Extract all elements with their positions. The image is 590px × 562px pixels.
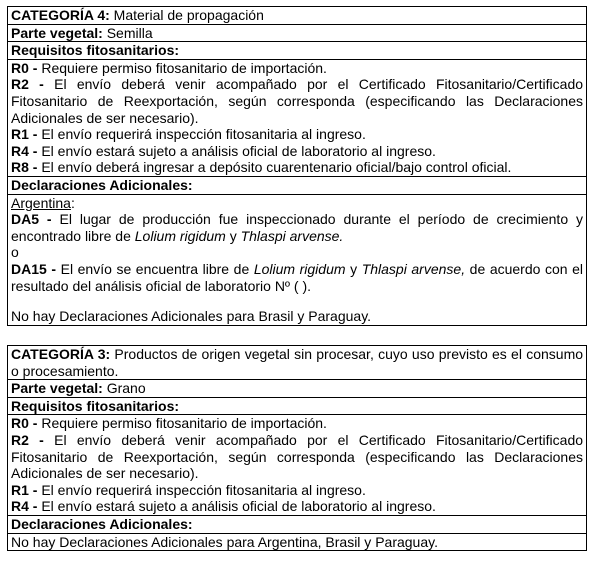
no-declarations-note: No hay Declaraciones Adicionales para Argentina, Brasil y Paraguay.: [11, 533, 438, 550]
req-code: R2 -: [11, 431, 44, 448]
req-text: Requiere permiso fitosanitario de importación.: [41, 59, 327, 76]
or-separator: o: [11, 244, 19, 261]
part-value: Grano: [106, 380, 146, 397]
country-colon: :: [70, 194, 75, 211]
declarations-header: Declaraciones Adicionales:: [11, 515, 193, 532]
decl-da15: [11, 261, 583, 294]
category-4-part-row: [8, 25, 586, 43]
req-text: El envío deberá venir acompañado por el Certificado Fitosanitario/Certificado Fitosanitario de Reexportación, según corresponda (especificando las Declaraciones Adicionales de ser necesario).: [11, 431, 584, 482]
category-3-label: CATEGORÍA 3:: [11, 346, 111, 362]
req-text: El envío requerirá inspección fitosanitaria al ingreso.: [41, 126, 366, 143]
part-label: Parte vegetal:: [11, 380, 103, 397]
category-4-value: Material de propagación: [113, 7, 264, 23]
req-r2: [11, 432, 583, 482]
req-code: R0 -: [11, 59, 38, 76]
req-code: R1 -: [11, 126, 38, 143]
req-text: Requiere permiso fitosanitario de importación.: [41, 415, 327, 432]
req-code: R4 -: [11, 142, 38, 159]
decl-code: DA5 -: [11, 211, 52, 228]
category-3-title-row: [8, 346, 586, 380]
clipped-header-text: [250, 0, 272, 2]
req-r0: [11, 415, 583, 432]
conjunction: y: [229, 227, 237, 244]
req-text: El envío deberá venir acompañado por el Certificado Fitosanitario/Certificado Fitosanitario de Reexportación, según corresponda (especificando las Declaraciones Adicionales de ser necesario).: [11, 76, 584, 126]
req-text: El envío requerirá inspección fitosanitaria al ingreso.: [41, 481, 366, 498]
req-r1: [11, 126, 583, 143]
spacer: [11, 294, 583, 308]
category-3-table: [7, 345, 587, 551]
category-4-title-row: [8, 7, 586, 25]
req-code: R2 -: [11, 76, 44, 93]
species-name: Thlaspi arvense,: [361, 260, 466, 277]
req-r8: [11, 159, 583, 176]
conjunction: y: [350, 260, 358, 277]
decl-text: El envío se encuentra libre de: [60, 260, 250, 277]
req-text: El envío deberá ingresar a depósito cuarentenario oficial/bajo control oficial.: [41, 159, 512, 176]
req-text: El envío estará sujeto a análisis oficial de laboratorio al ingreso.: [41, 142, 436, 159]
req-code: R8 -: [11, 159, 38, 176]
category-3-requirements: [8, 415, 586, 516]
category-4-req-header-row: [8, 42, 586, 60]
requirements-header: Requisitos fitosanitarios:: [11, 42, 180, 59]
category-3-value: Productos de origen vegetal sin procesar, cuyo uso previsto es el consumo o procesamiento.: [11, 346, 584, 379]
species-name: Lolium rigidum: [253, 260, 346, 277]
part-label: Parte vegetal:: [11, 24, 103, 41]
category-4-decl-header-row: [8, 177, 586, 195]
req-r4: [11, 143, 583, 160]
req-r1: [11, 482, 583, 499]
declarations-header: Declaraciones Adicionales:: [11, 176, 193, 193]
category-4-requirements: [8, 60, 586, 177]
decl-code: DA15 -: [11, 260, 57, 277]
req-r2: [11, 76, 583, 126]
country-heading: [11, 195, 583, 212]
req-code: R0 -: [11, 415, 38, 432]
part-value: Semilla: [106, 24, 153, 41]
category-4-label: CATEGORÍA 4:: [11, 7, 110, 23]
category-4-declarations: [8, 195, 586, 325]
species-name: Thlaspi arvense.: [240, 227, 344, 244]
decl-text: El lugar de producción fue inspeccionado durante el período de crecimiento y encontrado libre de: [11, 211, 584, 244]
req-r4: [11, 498, 583, 515]
country-name: Argentina: [11, 194, 71, 211]
req-code: R1 -: [11, 481, 38, 498]
category-3-part-row: [8, 380, 586, 398]
requirements-header: Requisitos fitosanitarios:: [11, 397, 180, 414]
category-3-decl-header-row: [8, 516, 586, 534]
decl-text: de acuerdo con el resultado del análisis oficial de laboratorio Nº ( ).: [11, 260, 584, 294]
req-code: R4 -: [11, 498, 38, 515]
decl-da5: [11, 211, 583, 244]
req-text: El envío estará sujeto a análisis oficial de laboratorio al ingreso.: [41, 498, 436, 515]
category-4-table: [7, 6, 587, 326]
req-r0: [11, 60, 583, 77]
no-declarations-note: No hay Declaraciones Adicionales para Brasil y Paraguay.: [11, 308, 372, 325]
species-name: Lolium rigidum: [134, 227, 226, 244]
category-3-req-header-row: [8, 398, 586, 416]
category-3-declarations: [8, 534, 586, 551]
